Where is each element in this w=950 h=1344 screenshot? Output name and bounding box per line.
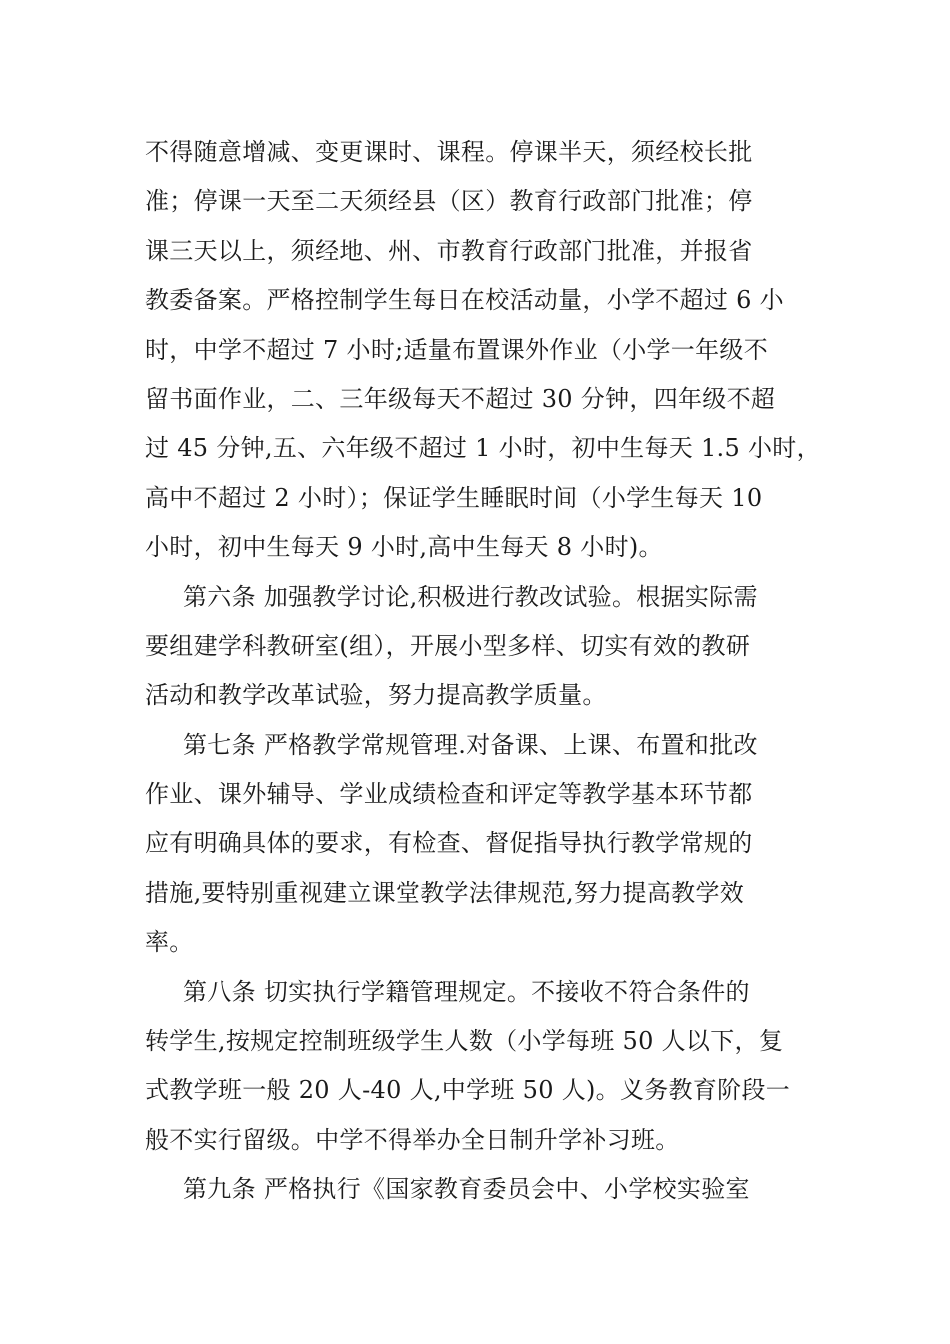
text-line: 活动和教学改革试验，努力提高教学质量。 (145, 681, 607, 710)
text-line: 要组建学科教研室(组），开展小型多样、切实有效的教研 (145, 631, 751, 660)
text-line: 作业、课外辅导、学业成绩检查和评定等教学基本环节都 (145, 780, 753, 809)
text-line: 转学生,按规定控制班级学生人数（小学每班 50 人以下，复 (145, 1027, 784, 1056)
text-line: 小时，初中生每天 9 小时,高中生每天 8 小时)。 (145, 533, 663, 562)
text-line: 式教学班一般 20 人-40 人,中学班 50 人)。义务教育阶段一 (145, 1076, 791, 1105)
paragraph-first-line: 第八条 切实执行学籍管理规定。不接收不符合条件的 (183, 977, 750, 1006)
paragraph-first-line: 第六条 加强教学讨论,积极进行教改试验。根据实际需 (183, 582, 758, 611)
text-line: 留书面作业，二、三年级每天不超过 30 分钟，四年级不超 (145, 384, 776, 413)
text-line: 率。 (145, 928, 194, 957)
paragraph-first-line: 第七条 严格教学常规管理.对备课、上课、布置和批改 (183, 730, 758, 759)
text-line: 高中不超过 2 小时）；保证学生睡眠时间（小学生每天 10 (145, 483, 763, 512)
text-line: 准；停课一天至二天须经县（区）教育行政部门批准；停 (145, 187, 753, 216)
paragraph-first-line: 第九条 严格执行《国家教育委员会中、小学校实验室 (183, 1175, 750, 1204)
document-body (145, 128, 825, 1215)
text-line: 教委备案。严格控制学生每日在校活动量，小学不超过 6 小 (145, 286, 784, 315)
text-line: 时，中学不超过 7 小时;适量布置课外作业（小学一年级不 (145, 335, 769, 364)
text-line: 措施,要特别重视建立课堂教学法律规范,努力提高教学效 (145, 878, 745, 907)
text-line: 过 45 分钟,五、六年级不超过 1 小时，初中生每天 1.5 小时， (145, 434, 821, 463)
text-line: 不得随意增减、变更课时、课程。停课半天，须经校长批 (145, 138, 753, 166)
text-line: 应有明确具体的要求，有检查、督促指导执行教学常规的 (145, 829, 753, 858)
text-line: 课三天以上，须经地、州、市教育行政部门批准，并报省 (145, 236, 753, 265)
text-line: 般不实行留级。中学不得举办全日制升学补习班。 (145, 1125, 680, 1154)
